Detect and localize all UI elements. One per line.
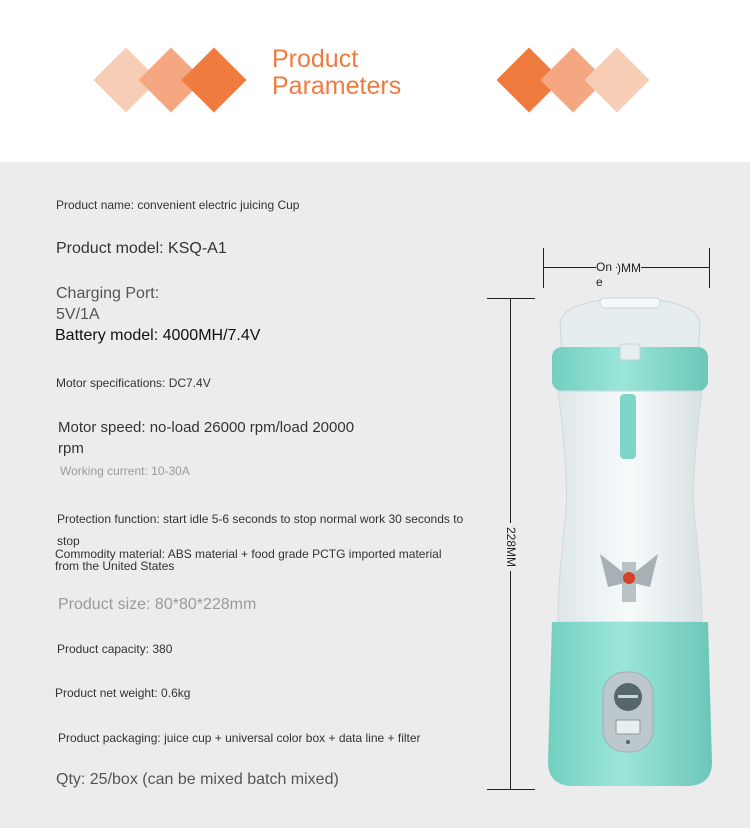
spec-qty: Qty: 25/box (can be mixed batch mixed) bbox=[56, 771, 339, 788]
page-title bbox=[272, 46, 401, 100]
width-dimension-tick-left bbox=[543, 248, 544, 288]
decor-diamond-left-3 bbox=[181, 47, 246, 112]
title-line-2: Parameters bbox=[272, 72, 402, 100]
spec-protection: Protection function: start idle 5-6 seconds to stop normal work 30 seconds to stop bbox=[57, 512, 464, 548]
spec-material: Commodity material: ABS material + food grade PCTG imported material from the United States bbox=[55, 547, 442, 573]
spec-motor-speed: Motor speed: no-load 26000 rpm/load 20000 rpm bbox=[58, 419, 355, 457]
blender-cup-image bbox=[540, 292, 720, 792]
spec-charging-port-label: Charging Port: bbox=[56, 285, 160, 302]
title-line-1: Product bbox=[272, 45, 359, 73]
spec-capacity: Product capacity: 380 bbox=[57, 642, 173, 656]
spec-product-model: Product model: KSQ-A1 bbox=[56, 240, 227, 257]
height-dimension-tick-top bbox=[487, 298, 535, 299]
spec-battery-model: Battery model: 4000MH/7.4V bbox=[55, 327, 261, 344]
width-dimension-label: On e bbox=[596, 260, 616, 290]
spec-motor-specs: Motor specifications: DC7.4V bbox=[56, 376, 211, 390]
spec-product-name: Product name: convenient electric juicing Cup bbox=[56, 198, 300, 212]
spec-packaging: Product packaging: juice cup + universal color box + data line + filter bbox=[58, 731, 421, 745]
decor-diamond-right-3 bbox=[584, 47, 649, 112]
height-dimension-label: 228MM bbox=[504, 523, 518, 571]
width-dimension-suffix: )MM bbox=[617, 261, 641, 275]
spec-net-weight: Product net weight: 0.6kg bbox=[55, 686, 191, 700]
spec-charging-port-value: 5V/1A bbox=[56, 306, 100, 323]
height-dimension-tick-bottom bbox=[487, 789, 535, 790]
spec-size: Product size: 80*80*228mm bbox=[58, 596, 257, 613]
spec-working-current: Working current: 10-30A bbox=[60, 464, 190, 478]
header-banner bbox=[0, 0, 750, 162]
width-dimension-tick-right bbox=[709, 248, 710, 288]
